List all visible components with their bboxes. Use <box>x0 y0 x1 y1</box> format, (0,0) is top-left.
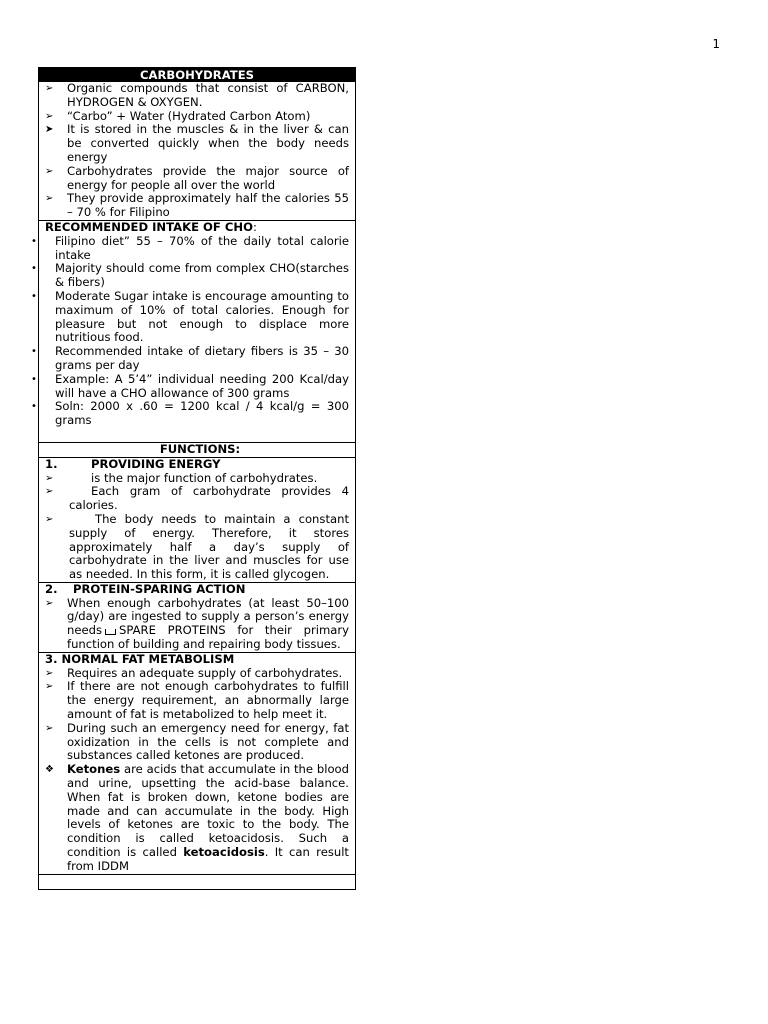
functions-title-cell <box>39 443 355 458</box>
fat-metabolism-list <box>39 667 355 874</box>
fat-metabolism-cell <box>39 653 355 875</box>
diamond-bullet-icon: ❖ <box>45 764 54 776</box>
arrow-bullet-icon: ➢ <box>45 513 54 525</box>
intake-cell <box>31 219 355 443</box>
list-item: • Filipino diet” 55 – 70% of the daily total calorie intake <box>31 233 349 262</box>
providing-energy-list <box>39 472 355 582</box>
arrow-bullet-icon: ➤ <box>45 124 54 136</box>
dot-bullet-icon: • <box>31 290 37 302</box>
protein-sparing-cell <box>39 583 355 653</box>
list-item: • Soln: 2000 x .60 = 1200 kcal / 4 kcal/g = 300 grams <box>31 399 349 428</box>
protein-sparing-title: 2. PROTEIN-SPARING ACTION <box>45 581 246 596</box>
providing-energy-title: 1. PROVIDING ENERGY <box>45 456 221 471</box>
list-item: ➢ Organic compounds that consist of CARBON, HYDROGEN & OXYGEN. <box>45 81 349 109</box>
list-item: • Recommended intake of dietary fibers is 35 – 30 grams per day <box>31 344 349 372</box>
list-item: ➢ The body needs to maintain a constant supply of energy. Therefore, it stores approximately half a day’s supply of carbohydrate in the liver and muscles for use as needed. In this form, it is called glycogen. <box>45 511 349 582</box>
arrow-bullet-icon: ➢ <box>45 681 54 693</box>
arrow-bullet-icon: ➢ <box>45 722 54 734</box>
dot-bullet-icon: • <box>31 235 37 247</box>
intake-title: RECOMMENDED INTAKE OF CHO: <box>45 219 257 234</box>
dot-bullet-icon: • <box>31 263 37 275</box>
dot-bullet-icon: • <box>31 401 37 413</box>
empty-row <box>39 875 355 889</box>
arrow-bullet-icon: ➢ <box>45 193 54 205</box>
arrow-bullet-icon: ➢ <box>45 472 54 484</box>
providing-energy-cell <box>39 458 355 583</box>
dot-bullet-icon: • <box>31 346 37 358</box>
list-item: • Majority should come from complex CHO(starches & fibers) <box>31 261 349 290</box>
intro-list <box>39 82 355 220</box>
list-item: ❖ Ketones are acids that accumulate in the blood and urine, upsetting the acid-base balance. When fat is broken down, ketone bodies are made and can accumulate in the body. High levels of ketones are toxic to the body. The condition is called ketoacidosis. Such a condition is called ketoacidosis. It can result from IDDM <box>45 762 349 873</box>
list-item: • Moderate Sugar intake is encourage amounting to maximum of 10% of total calories. Enough for pleasure but not enough to displace more nutritious food. <box>31 288 349 345</box>
list-item: ➢ During such an emergency need for energy, fat oxidization in the cells is not complete and substances called ketones are produced. <box>45 720 349 763</box>
arrow-bullet-icon: ➢ <box>45 667 54 679</box>
intake-list <box>31 233 355 428</box>
page-number: 1 <box>712 37 720 51</box>
list-item: ➤ It is stored in the muscles & in the liver & can be converted quickly when the body needs energy <box>45 122 349 164</box>
list-item: ➢ “Carbo” + Water (Hydrated Carbon Atom) <box>45 108 311 123</box>
arrow-bullet-icon: ➢ <box>45 165 54 177</box>
carbohydrates-table <box>31 67 356 890</box>
list-item: ➢ They provide approximately half the calories 55 – 70 % for Filipino <box>45 191 349 220</box>
list-item: ➢ is the major function of carbohydrates. <box>45 470 318 485</box>
list-item: ➢ When enough carbohydrates (at least 50–100 g/day) are ingested to supply a person’s energy needs SPARE PROTEINS for their primary function of building and repairing body tissues. <box>45 595 349 652</box>
protein-sparing-list <box>39 597 355 652</box>
list-item: ➢ If there are not enough carbohydrates to fulfill the energy requirement, an abnormally large amount of fat is metabolized to help meet it. <box>45 679 349 722</box>
dot-bullet-icon: • <box>31 373 37 385</box>
list-item: • Example: A 5’4” individual needing 200 Kcal/day will have a CHO allowance of 300 grams <box>31 371 349 400</box>
list-item: ➢ Requires an adequate supply of carbohydrates. <box>45 665 343 680</box>
arrow-bullet-icon: ➢ <box>45 83 54 94</box>
arrow-symbol-icon <box>105 629 116 635</box>
arrow-bullet-icon: ➢ <box>45 110 54 122</box>
fat-metabolism-title: 3. NORMAL FAT METABOLISM <box>45 651 235 666</box>
arrow-bullet-icon: ➢ <box>45 486 54 498</box>
functions-title: FUNCTIONS: <box>159 441 241 456</box>
list-item: ➢ Each gram of carbohydrate provides 4 calories. <box>45 484 349 513</box>
list-item: ➢ Carbohydrates provide the major source of energy for people all over the world <box>45 163 349 192</box>
intro-cell <box>39 68 355 221</box>
table-title: CARBOHYDRATES <box>39 68 355 82</box>
arrow-bullet-icon: ➢ <box>45 597 54 609</box>
